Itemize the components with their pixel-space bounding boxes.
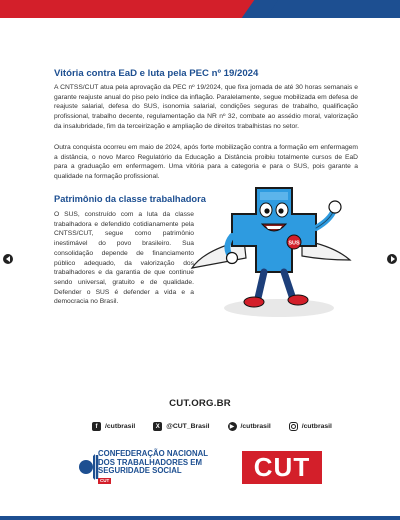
website-url[interactable]: CUT.ORG.BR [169, 398, 231, 409]
paragraph-sus: O SUS, construído com a luta da classe trabalhadora e defendido cotidianamente pela CNTSS/CUT, segue como patrimônio inestimável do povo brasileiro. Sua consolidação depende de financiamento público adequado, da valorização dos trabalhadores e da garantia de que continue sendo universal, gratuito e de qualidade. Defender o SUS é defender a vida e a democracia no Brasil. [54, 211, 194, 306]
cntss-line-1: CONFEDERAÇÃO NACIONAL [98, 449, 209, 458]
cntss-cut-tag: CUT [100, 477, 110, 483]
social-handle: @CUT_Brasil [166, 423, 210, 430]
social-links [92, 422, 332, 431]
cntss-logo-text [98, 450, 208, 484]
social-link-instagram[interactable] [289, 422, 332, 431]
subsection-title: Patrimônio da classe trabalhadora [54, 194, 206, 204]
top-banner-blue-stripe [260, 0, 400, 18]
cntss-line-3: SEGURIDADE SOCIAL [98, 466, 182, 476]
social-link-x[interactable] [153, 422, 209, 431]
bottom-bar [0, 516, 400, 520]
cntss-line-2: DOS TRABALHADORES EM [98, 457, 202, 467]
social-handle: /cutbrasil [240, 423, 271, 430]
paragraph-pec: A CNTSS/CUT atua pela aprovação da PEC nº 19/2024, que fixa jornada de até 30 horas semanais e garante reajuste anual do piso pelo índice da inflação. Paralelamente, segue mobilizada em defesa de reajuste salarial, defesa do SUS, isonomia salarial, condições seguras de trabalho, qualificação profissional, trabalho decente, regulamentação da NR nº 32, combate ao assédio moral, valorização da insalubridade, fim da terceirização e ampliação de direitos trabalhistas no setor. [54, 84, 358, 130]
social-handle: /cutbrasil [105, 423, 136, 430]
next-page-icon[interactable] [387, 254, 397, 264]
social-link-facebook[interactable] [92, 422, 135, 431]
x-icon: X [153, 422, 162, 431]
top-banner [0, 0, 400, 18]
social-link-youtube[interactable] [228, 422, 271, 431]
mascot-badge-text: SUS [288, 240, 300, 247]
paragraph-ead: Outra conquista ocorreu em maio de 2024, após forte mobilização contra a formação em enfermagem a distância, o novo Marco Regulatório da Educação a Distância proibiu totalmente cursos de EaD para a graduação em enfermagem. Uma vitória para a categoria e para o SUS, pois garante a qualidade na formação profissional. [54, 144, 358, 181]
cut-logo: CUT [242, 451, 322, 484]
section-title: Vitória contra EaD e luta pela PEC nº 19/2024 [54, 68, 259, 79]
instagram-icon [289, 422, 298, 431]
social-handle: /cutbrasil [301, 423, 332, 430]
facebook-icon: f [92, 422, 101, 431]
sus-cross-mascot-illustration [184, 180, 364, 320]
youtube-icon: ▶ [228, 422, 237, 431]
previous-page-icon[interactable] [3, 254, 13, 264]
